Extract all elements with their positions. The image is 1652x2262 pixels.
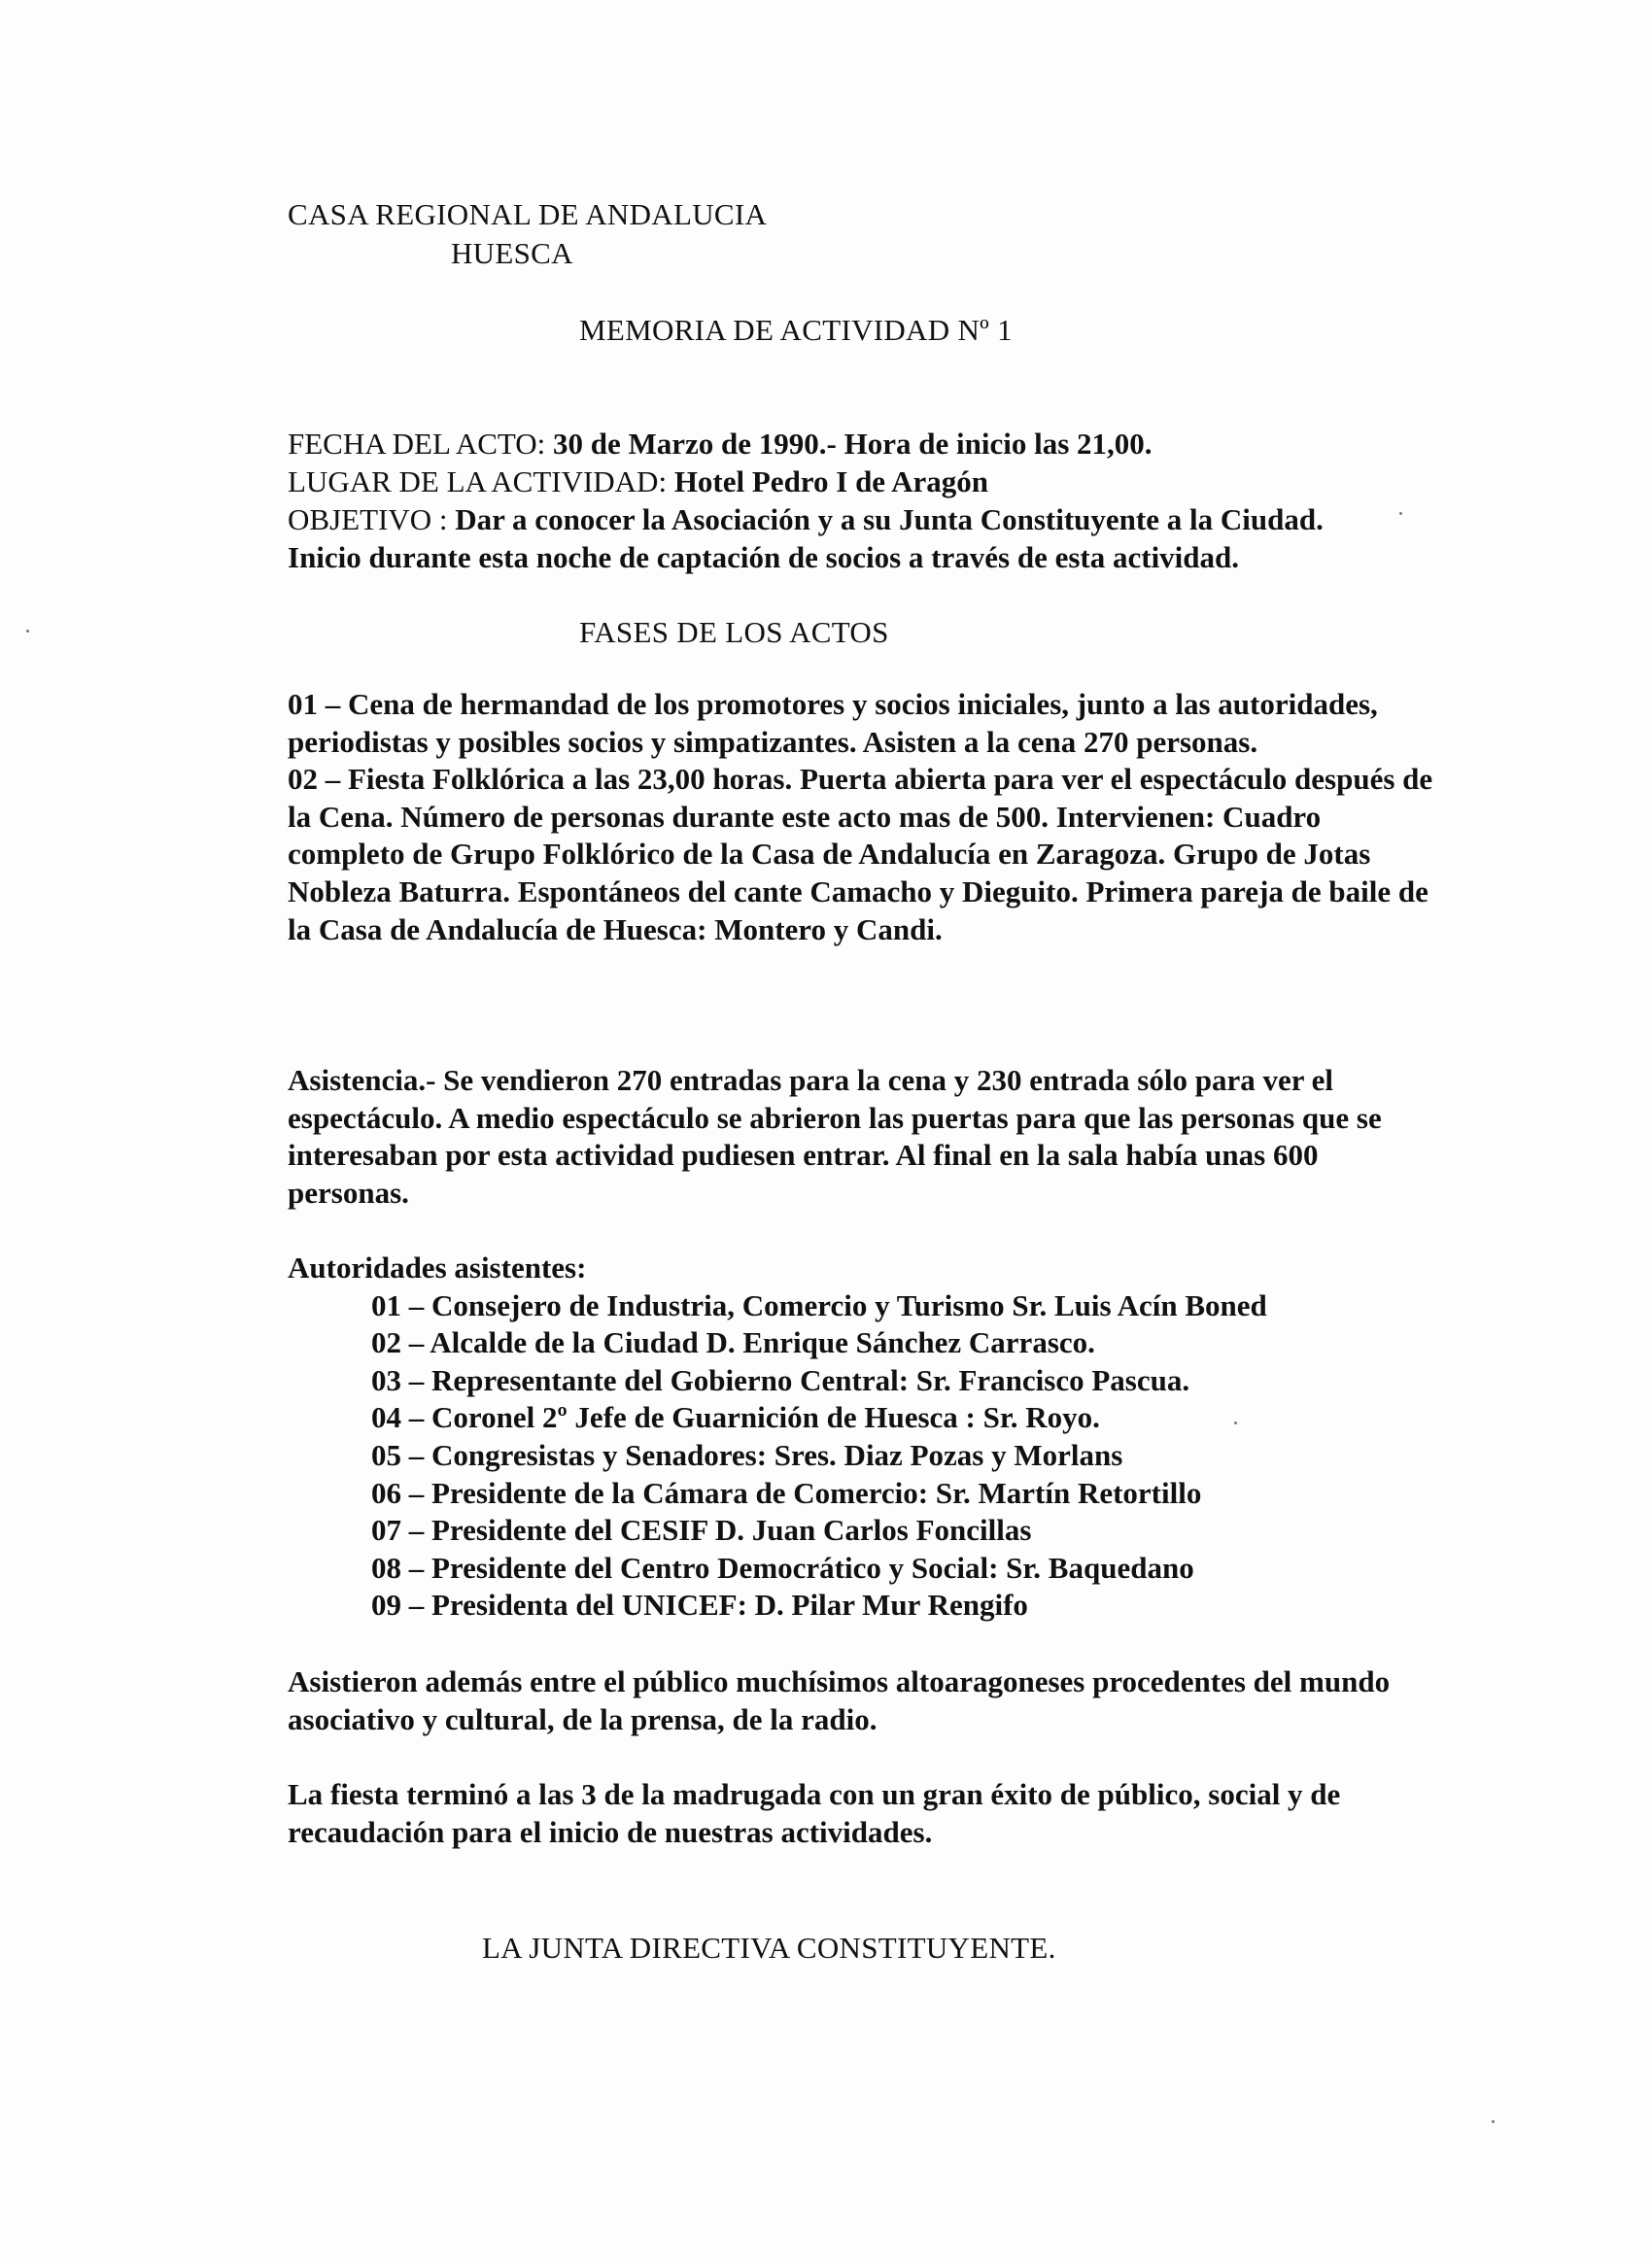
organization-name: CASA REGIONAL DE ANDALUCIA bbox=[288, 197, 768, 231]
authority-item: 01 – Consejero de Industria, Comercio y Turismo Sr. Luis Acín Boned bbox=[371, 1287, 1267, 1322]
authority-item: 08 – Presidente del Centro Democrático y Social: Sr. Baquedano bbox=[371, 1550, 1194, 1585]
phase-item-02: 02 – Fiesta Folklórica a las 23,00 horas. Puerta abierta para ver el espectáculo después de la Cena. Número de personas durante este acto mas de 500. Intervienen: Cuadro completo de Grupo Folklórico de la Casa de Andalucía en Zaragoza. Grupo de Jotas Nobleza Baturra. Espontáneos del cante Camacho y Dieguito. Primera pareja de baile de la Casa de Andalucía de Huesca: Montero y Candi. bbox=[288, 762, 1433, 946]
attendance-paragraph bbox=[288, 1062, 1434, 1212]
event-venue-value: Hotel Pedro I de Aragón bbox=[673, 464, 988, 498]
signature-line: LA JUNTA DIRECTIVA CONSTITUYENTE. bbox=[482, 1931, 1056, 1965]
event-date-label: FECHA DEL ACTO: bbox=[288, 427, 546, 461]
document-title: MEMORIA DE ACTIVIDAD Nº 1 bbox=[579, 313, 1013, 347]
phase-item-01: 01 – Cena de hermandad de los promotores y socios iniciales, junto a las autoridades, periodistas y posibles socios y simpatizantes. Asisten a la cena 270 personas. bbox=[288, 687, 1378, 759]
event-objective-continuation: Inicio durante esta noche de captación de socios a través de esta actividad. bbox=[288, 540, 1240, 574]
event-venue-line bbox=[288, 463, 1454, 500]
event-date-value: 30 de Marzo de 1990.- Hora de inicio las 21,00. bbox=[553, 427, 1153, 461]
authority-item: 09 – Presidenta del UNICEF: D. Pilar Mur Rengifo bbox=[371, 1588, 1028, 1623]
phases-heading: FASES DE LOS ACTOS bbox=[579, 615, 889, 649]
authorities-section bbox=[288, 1250, 1434, 1625]
authorities-heading: Autoridades asistentes: bbox=[288, 1251, 587, 1285]
event-objective-line bbox=[288, 500, 1454, 538]
phases-list bbox=[288, 686, 1434, 948]
scan-speck bbox=[26, 630, 29, 633]
authority-item: 05 – Congresistas y Senadores: Sres. Diaz Pozas y Morlans bbox=[371, 1437, 1123, 1472]
authority-item: 03 – Representante del Gobierno Central: Sr. Francisco Pascua. bbox=[371, 1362, 1190, 1397]
authority-item: 04 – Coronel 2º Jefe de Guarnición de Huesca : Sr. Royo. bbox=[371, 1400, 1100, 1435]
additional-attendees-paragraph bbox=[288, 1663, 1434, 1738]
event-date-line bbox=[288, 425, 1454, 463]
closing-paragraph bbox=[288, 1776, 1434, 1851]
event-venue-label: LUGAR DE LA ACTIVIDAD: bbox=[288, 464, 668, 498]
event-objective-value: Dar a conocer la Asociación y a su Junta Constituyente a la Ciudad. bbox=[455, 502, 1324, 536]
organization-city: HUESCA bbox=[451, 236, 573, 270]
scan-speck bbox=[1399, 512, 1402, 515]
scan-speck bbox=[1492, 2120, 1495, 2123]
closing-text: La fiesta terminó a las 3 de la madrugada con un gran éxito de público, social y de recaudación para el inicio de nuestras actividades. bbox=[288, 1777, 1341, 1849]
organization-header bbox=[288, 195, 767, 273]
authorities-list bbox=[288, 1287, 1434, 1625]
event-objective-label: OBJETIVO : bbox=[288, 502, 448, 536]
authority-item: 02 – Alcalde de la Ciudad D. Enrique Sánchez Carrasco. bbox=[371, 1325, 1095, 1360]
additional-attendees-text: Asistieron además entre el público muchísimos altoaragoneses procedentes del mundo asociativo y cultural, de la prensa, de la radio. bbox=[288, 1664, 1391, 1736]
authority-item: 07 – Presidente del CESIF D. Juan Carlos Foncillas bbox=[371, 1513, 1032, 1548]
event-info bbox=[288, 425, 1454, 576]
attendance-text: Asistencia.- Se vendieron 270 entradas para la cena y 230 entrada sólo para ver el espectáculo. A medio espectáculo se abrieron las puertas para que las personas que se interesaban por esta actividad pudiesen entrar. Al final en la sala había unas 600 personas. bbox=[288, 1063, 1382, 1210]
authority-item: 06 – Presidente de la Cámara de Comercio: Sr. Martín Retortillo bbox=[371, 1475, 1202, 1510]
scan-speck bbox=[1234, 1422, 1237, 1424]
